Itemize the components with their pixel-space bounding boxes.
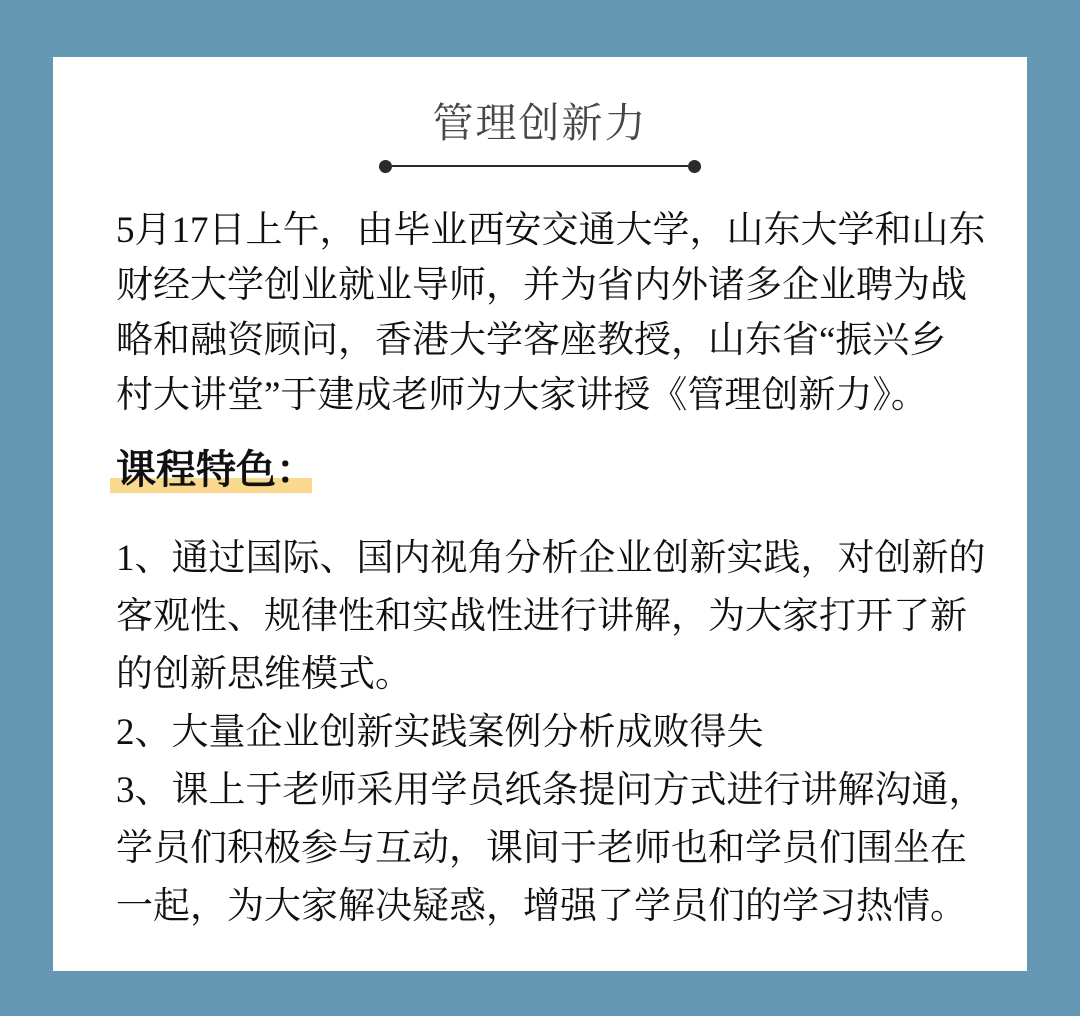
intro-paragraph [53,203,1027,423]
feature-line: 客观性、规律性和实战性进行讲解，为大家打开了新 [116,596,967,637]
divider-line [392,165,688,167]
intro-line: 财经大学创业就业导师，并为省内外诸多企业聘为战 [116,265,967,306]
divider-left-dot [379,160,392,173]
feature-line: 2、大量企业创新实践案例分析成败得失 [116,712,764,753]
section-heading-text: 课程特色： [116,445,316,495]
feature-line: 一起，为大家解决疑惑，增强了学员们的学习热情。 [116,886,967,927]
section-heading [116,445,1027,495]
feature-line: 3、课上于老师采用学员纸条提问方式进行讲解沟通， [116,770,986,811]
feature-line: 的创新思维模式。 [116,654,412,695]
intro-line: 略和融资顾问，香港大学客座教授，山东省“振兴乡 [116,320,947,361]
features-list [53,530,1027,936]
feature-line: 1、通过国际、国内视角分析企业创新实践，对创新的 [116,538,986,579]
page-title: 管理创新力 [432,100,648,146]
intro-line: 5月17日上午，由毕业西安交通大学，山东大学和山东 [116,210,986,251]
title-divider [379,159,701,173]
article-card [53,57,1027,971]
intro-line: 村大讲堂”于建成老师为大家讲授《管理创新力》。 [116,375,928,416]
article-header [53,57,1027,173]
feature-line: 学员们积极参与互动，课间于老师也和学员们围坐在 [116,828,967,869]
divider-right-dot [688,160,701,173]
